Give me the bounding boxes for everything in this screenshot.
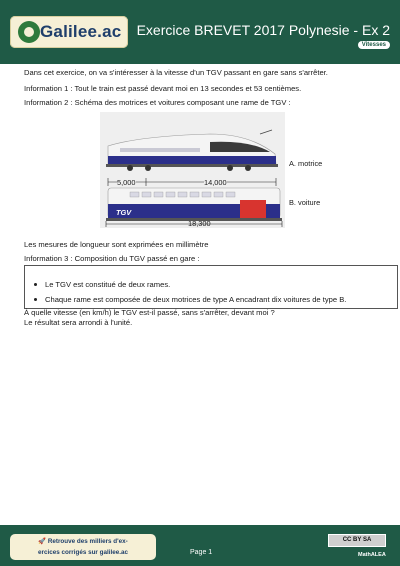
logo-text: Galilee.ac <box>40 22 122 41</box>
dimension-18300: 18,300 <box>188 219 211 228</box>
bullet-text: Chaque rame est composée de deux motrices de type A encadrant dix voitures de type B. <box>45 295 347 304</box>
page-number: Page 1 <box>190 549 213 556</box>
bullet-item <box>34 295 346 304</box>
question-text: À quelle vitesse (en km/h) le TGV est-il passé, sans s'arrêter, devant moi ? <box>24 308 275 317</box>
mathalea-brand: MathALEA <box>358 552 386 558</box>
units-note: Les mesures de longueur sont exprimées en millimètre <box>24 240 209 249</box>
topic-tag: Vitesses <box>358 41 390 49</box>
motrice-drawing <box>106 130 278 171</box>
galilee-g-icon <box>18 21 40 43</box>
bullet-item <box>34 280 170 289</box>
label-voiture: B. voiture <box>289 198 321 207</box>
rounding-note: Le résultat sera arrondi à l'unité. <box>24 318 133 327</box>
intro-text: Dans cet exercice, on va s'intéresser à la vitesse d'un TGV passant en gare sans s'arrêter. <box>24 68 328 77</box>
tgv-logo-text: TGV <box>116 208 132 217</box>
dimension-5000: 5,000 <box>117 178 136 187</box>
cc-license-badge[interactable]: CC BY SA <box>328 534 386 547</box>
composition-box <box>24 265 398 309</box>
information-1: Information 1 : Tout le train est passé devant moi en 13 secondes et 53 centièmes. <box>24 84 302 93</box>
galilee-logo[interactable] <box>10 16 128 48</box>
bullet-dot-icon <box>34 298 37 301</box>
tgv-schema-figure <box>100 112 285 228</box>
promo-line-2: ercices corrigés sur galilee.ac <box>38 549 128 556</box>
dimension-14000: 14,000 <box>204 178 227 187</box>
bullet-dot-icon <box>34 283 37 286</box>
voiture-drawing <box>106 188 282 221</box>
information-3: Information 3 : Composition du TGV passé en gare : <box>24 254 200 263</box>
promo-banner[interactable] <box>10 534 156 560</box>
bullet-text: Le TGV est constitué de deux rames. <box>45 280 171 289</box>
promo-line-1: 🚀 Retrouve des milliers d'ex- <box>38 538 128 545</box>
page-footer <box>0 525 400 566</box>
label-motrice: A. motrice <box>289 159 323 168</box>
exercise-title: Exercice BREVET 2017 Polynesie - Ex 2 <box>136 22 390 38</box>
page-header <box>0 0 400 64</box>
information-2: Information 2 : Schéma des motrices et voitures composant une rame de TGV : <box>24 98 291 107</box>
